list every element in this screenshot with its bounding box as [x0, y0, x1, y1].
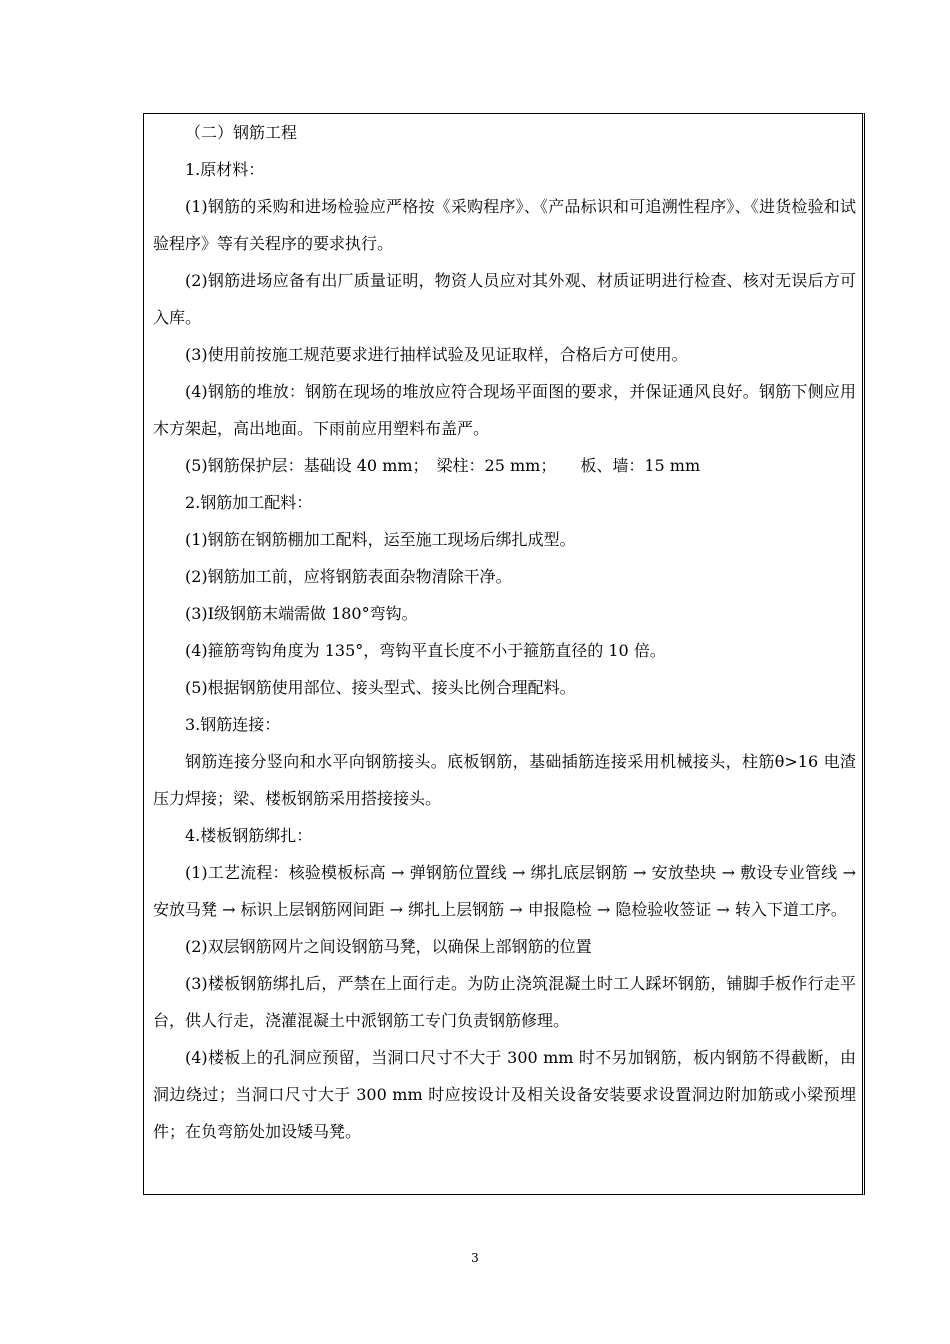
document-body	[153, 114, 856, 1150]
content-table-cell	[143, 113, 865, 1195]
paragraph: (4)楼板上的孔洞应预留，当洞口尺寸不大于 300 mm 时不另加钢筋，板内钢筋不得截断，由洞边绕过；当洞口尺寸大于 300 mm 时应按设计及相关设备安装要求设置洞边附加筋或小梁预埋件；在负弯筋处加设矮马凳。	[153, 1048, 856, 1141]
subheading-raw-materials: 1.原材料：	[185, 160, 265, 179]
subheading-connection: 3.钢筋连接：	[185, 715, 281, 734]
section-heading: （二）钢筋工程	[185, 123, 298, 142]
subheading-slab-binding: 4.楼板钢筋绑扎：	[185, 826, 313, 845]
paragraph: (1)工艺流程：核验模板标高 → 弹钢筋位置线 → 绑扎底层钢筋 → 安放垫块 → 敷设专业管线 → 安放马凳 → 标识上层钢筋网间距 → 绑扎上层钢筋 → 申报隐检 → 隐检验收签证 → 转入下道工序。	[153, 863, 856, 919]
paragraph: 钢筋连接分竖向和水平向钢筋接头。底板钢筋，基础插筋连接采用机械接头，柱筋θ>16 电渣压力焊接；梁、楼板钢筋采用搭接接头。	[153, 752, 856, 808]
paragraph: (4)箍筋弯钩角度为 135°，弯钩平直长度不小于箍筋直径的 10 倍。	[185, 641, 666, 660]
page-number: 3	[471, 1251, 479, 1265]
paragraph: (5)根据钢筋使用部位、接头型式、接头比例合理配料。	[185, 678, 576, 697]
paragraph: (3)Ⅰ级钢筋末端需做 180°弯钩。	[185, 604, 418, 623]
paragraph: (1)钢筋在钢筋棚加工配料，运至施工现场后绑扎成型。	[185, 530, 576, 549]
paragraph: (3)使用前按施工规范要求进行抽样试验及见证取样，合格后方可使用。	[185, 345, 688, 364]
paragraph: (4)钢筋的堆放：钢筋在现场的堆放应符合现场平面图的要求，并保证通风良好。钢筋下侧应用木方架起，高出地面。下雨前应用塑料布盖严。	[153, 382, 856, 438]
paragraph: (2)钢筋进场应备有出厂质量证明，物资人员应对其外观、材质证明进行检查、核对无误后方可入库。	[153, 271, 856, 327]
paragraph: (3)楼板钢筋绑扎后，严禁在上面行走。为防止浇筑混凝土时工人踩坏钢筋，铺脚手板作行走平台，供人行走，浇灌混凝土中派钢筋工专门负责钢筋修理。	[153, 974, 856, 1030]
paragraph: (5)钢筋保护层：基础设 40 mm； 梁柱：25 mm； 板、墙：15 mm	[185, 456, 701, 475]
paragraph: (2)钢筋加工前，应将钢筋表面杂物清除干净。	[185, 567, 512, 586]
paragraph: (1)钢筋的采购和进场检验应严格按《采购程序》、《产品标识和可追溯性程序》、《进货检验和试验程序》等有关程序的要求执行。	[153, 197, 856, 253]
subheading-processing: 2.钢筋加工配料：	[185, 493, 313, 512]
paragraph: (2)双层钢筋网片之间设钢筋马凳，以确保上部钢筋的位置	[185, 937, 592, 956]
